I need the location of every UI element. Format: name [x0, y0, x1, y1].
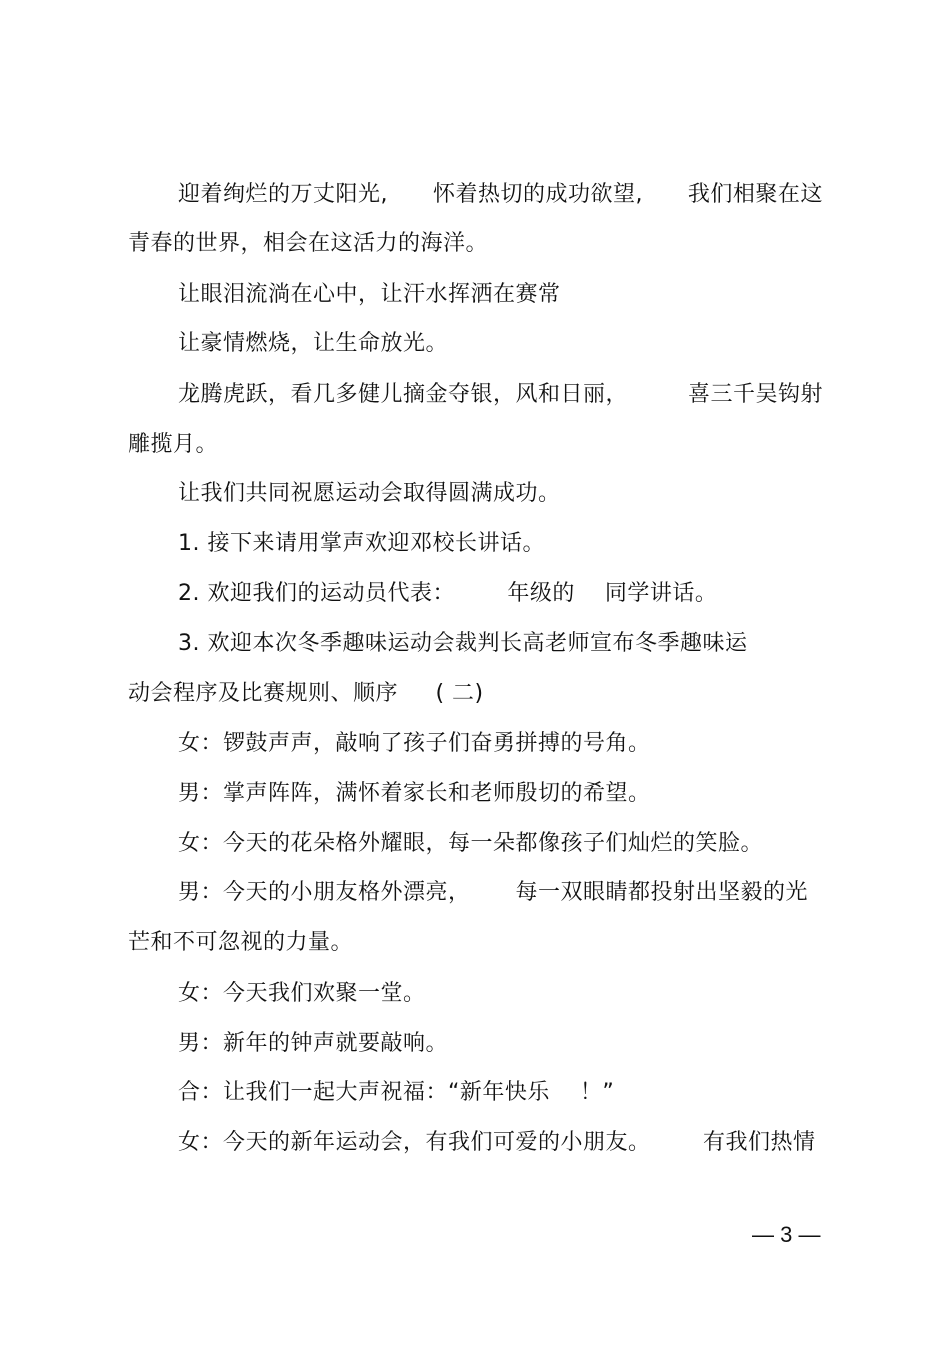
- text-line: 让我们共同祝愿运动会取得圆满成功。: [178, 481, 561, 506]
- text-line: 女：今天我们欢聚一堂。: [178, 981, 426, 1006]
- text-line: 青春的世界，相会在这活力的海洋。: [128, 231, 489, 256]
- text-line: 芒和不可忽视的力量。: [128, 930, 354, 955]
- text-line: 男：新年的钟声就要敲响。: [178, 1031, 449, 1056]
- text-line: 1. 接下来请用掌声欢迎邓校长讲话。: [178, 531, 545, 556]
- text-line: 让豪情燃烧，让生命放光。: [178, 331, 449, 356]
- text-line: 雕揽月。: [128, 432, 219, 457]
- text-line: 男：掌声阵阵，满怀着家长和老师殷切的希望。: [178, 781, 651, 806]
- text-line: 龙腾虎跃，看几多健儿摘金夺银，风和日丽， 喜三千吴钩射: [178, 382, 823, 407]
- text-line: 男：今天的小朋友格外漂亮， 每一双眼睛都投射出坚毅的光: [178, 880, 808, 905]
- text-line: 女：今天的花朵格外耀眼，每一朵都像孩子们灿烂的笑脸。: [178, 831, 764, 856]
- text-line: 迎着绚烂的万丈阳光, 怀着热切的成功欲望, 我们相聚在这: [178, 182, 823, 207]
- text-line: 2. 欢迎我们的运动员代表： 年级的 同学讲话。: [178, 581, 718, 606]
- text-line: 3. 欢迎本次冬季趣味运动会裁判长高老师宣布冬季趣味运: [178, 631, 748, 656]
- text-line: 女：锣鼓声声，敲响了孩子们奋勇拼搏的号角。: [178, 731, 651, 756]
- text-line: 女：今天的新年运动会，有我们可爱的小朋友。 有我们热情: [178, 1130, 816, 1155]
- text-line: 动会程序及比赛规则、顺序 ( 二): [128, 681, 484, 706]
- page-number: — 3 —: [752, 1222, 821, 1247]
- text-line: 合：让我们一起大声祝福：“新年快乐 ！”: [178, 1080, 615, 1105]
- text-line: 让眼泪流淌在心中，让汗水挥洒在赛常: [178, 282, 561, 307]
